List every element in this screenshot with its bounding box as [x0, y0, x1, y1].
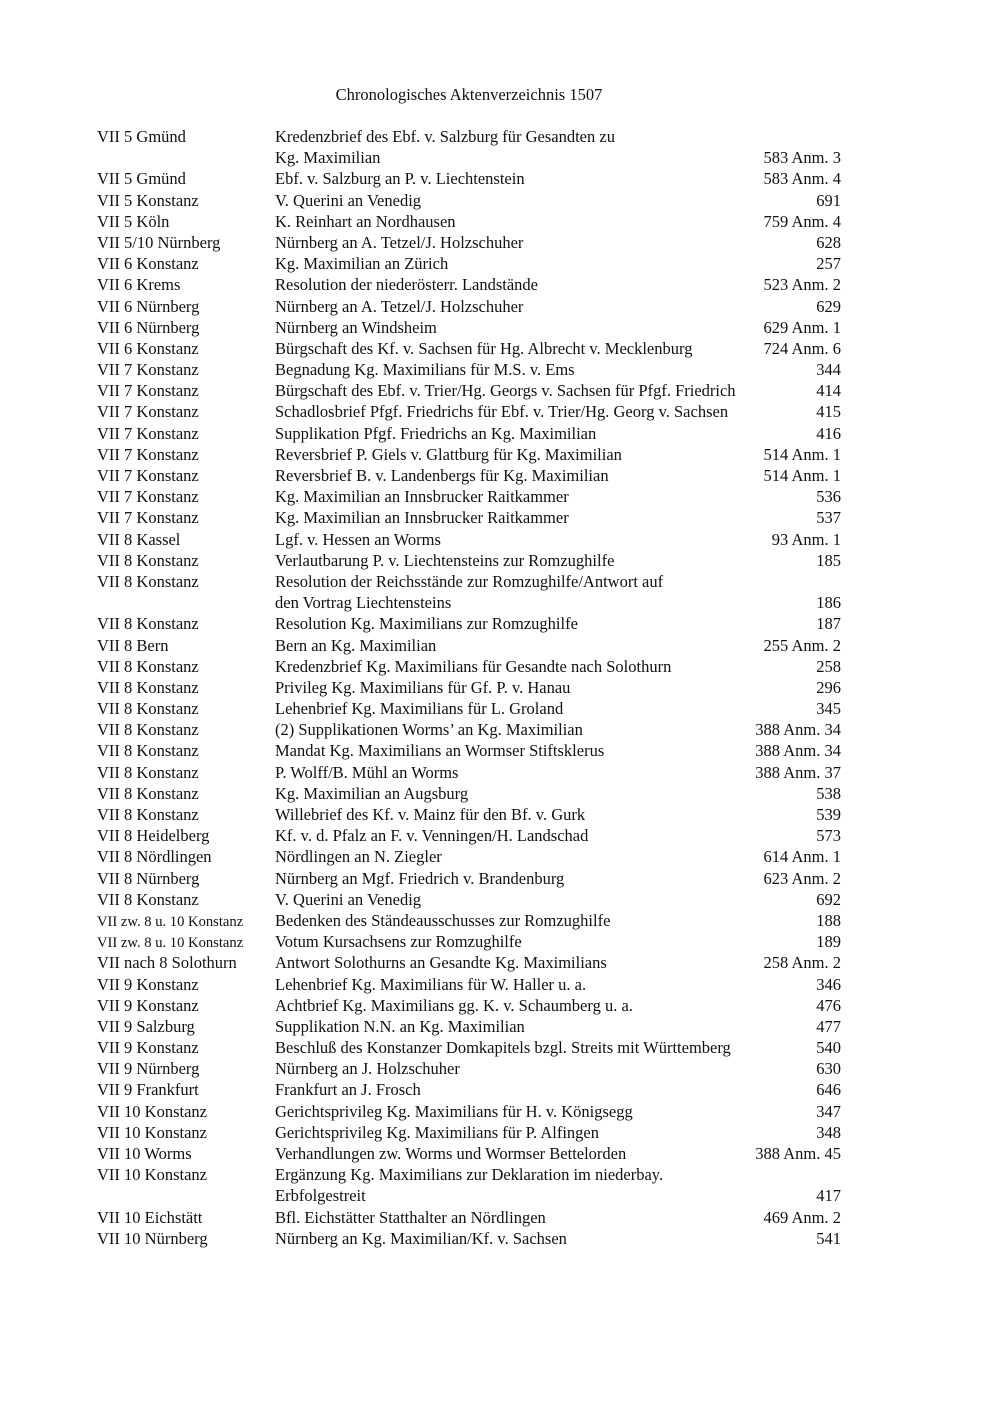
entry-reference: 523 Anm. 2 [763, 275, 841, 295]
entry [97, 1164, 841, 1206]
entry-text: Votum Kursachsens zur Romzughilfe [275, 932, 522, 952]
entry-line [97, 592, 841, 613]
entry-date: VII 7 Konstanz [97, 381, 199, 401]
entry-date: VII 9 Frankfurt [97, 1080, 199, 1100]
entry-text: Kg. Maximilian an Zürich [275, 254, 449, 274]
entry-line [97, 423, 841, 444]
entry-date: VII 6 Konstanz [97, 254, 199, 274]
entry-text: Schadlosbrief Pfgf. Friedrichs für Ebf. v. Trier/Hg. Georg v. Sachsen [275, 402, 729, 422]
entry-line [97, 126, 841, 147]
entry-date: VII 10 Eichstätt [97, 1207, 203, 1227]
entry-date: VII 8 Konstanz [97, 656, 199, 676]
entry-date: VII 8 Konstanz [97, 699, 199, 719]
entry-text: Verlautbarung P. v. Liechtensteins zur Romzughilfe [275, 550, 615, 570]
entry-reference: 691 [816, 190, 841, 210]
entry [97, 444, 841, 465]
entry-text: Kg. Maximilian [275, 148, 381, 168]
entry-reference: 296 [816, 677, 841, 697]
entry [97, 1016, 841, 1037]
entry-line [97, 1185, 841, 1206]
entry-text: Gerichtsprivileg Kg. Maximilians für H. v. Königsegg [275, 1101, 633, 1121]
entry-date: VII 5/10 Nürnberg [97, 232, 221, 252]
entry-text: Bern an Kg. Maximilian [275, 635, 437, 655]
entry-text: Bürgschaft des Ebf. v. Trier/Hg. Georgs v. Sachsen für Pfgf. Friedrich [275, 381, 736, 401]
entry-date: VII 10 Konstanz [97, 1101, 207, 1121]
entry-line [97, 995, 841, 1016]
entry-line [97, 529, 841, 550]
entry-reference: 514 Anm. 1 [763, 444, 841, 464]
entry-line [97, 783, 841, 804]
entry-date: VII 8 Heidelberg [97, 826, 210, 846]
entry-date: VII 8 Konstanz [97, 762, 199, 782]
entry-reference: 189 [816, 932, 841, 952]
entry-text: Frankfurt an J. Frosch [275, 1080, 421, 1100]
entry-line [97, 868, 841, 889]
entry-date: VII 7 Konstanz [97, 508, 199, 528]
entry-text: Beschluß des Konstanzer Domkapitels bzgl. Streits mit Württemberg [275, 1038, 731, 1058]
entry-text: Begnadung Kg. Maximilians für M.S. v. Ems [275, 360, 575, 380]
entry [97, 1058, 841, 1079]
entry-reference: 388 Anm. 34 [755, 720, 841, 740]
entry-text: Mandat Kg. Maximilians an Wormser Stiftsklerus [275, 741, 605, 761]
entry [97, 317, 841, 338]
entry [97, 1037, 841, 1058]
entry-line [97, 444, 841, 465]
entry-date: VII 8 Kassel [97, 529, 181, 549]
entry-line [97, 889, 841, 910]
entry-reference: 187 [816, 614, 841, 634]
entry-text: Kg. Maximilian an Augsburg [275, 783, 469, 803]
entry-line [97, 677, 841, 698]
entry [97, 1228, 841, 1249]
entry-date: VII 8 Konstanz [97, 889, 199, 909]
entry [97, 401, 841, 422]
entry-reference: 629 Anm. 1 [763, 317, 841, 337]
entry-text: V. Querini an Venedig [275, 889, 422, 909]
entry-date: VII 7 Konstanz [97, 423, 199, 443]
entry [97, 868, 841, 889]
entry-date: VII zw. 8 u. 10 Konstanz [97, 913, 244, 930]
entry [97, 232, 841, 253]
entry-line [97, 698, 841, 719]
entry-text: Willebrief des Kf. v. Mainz für den Bf. v. Gurk [275, 805, 586, 824]
entry [97, 952, 841, 973]
entry-line [97, 825, 841, 846]
entry-text: Lehenbrief Kg. Maximilians für W. Haller u. a. [275, 974, 587, 994]
entry [97, 677, 841, 698]
entry-line [97, 1079, 841, 1100]
entry-text: Bürgschaft des Kf. v. Sachsen für Hg. Albrecht v. Mecklenburg [275, 338, 693, 358]
entry-line [97, 550, 841, 571]
entry [97, 211, 841, 232]
entry-reference: 346 [816, 974, 841, 994]
entry [97, 465, 841, 486]
entry-date: VII 8 Konstanz [97, 720, 199, 740]
entry-reference: 539 [816, 805, 841, 824]
entry-text: Lehenbrief Kg. Maximilians für L. Groland [275, 699, 564, 719]
entry-line [97, 1016, 841, 1037]
entry [97, 846, 841, 867]
entry-text: Erbfolgestreit [275, 1186, 366, 1206]
entry-reference: 628 [816, 232, 841, 252]
entry-text: Antwort Solothurns an Gesandte Kg. Maximilians [275, 953, 607, 973]
entry-date: VII 6 Nürnberg [97, 317, 200, 337]
entry-reference: 630 [816, 1059, 841, 1079]
entry [97, 380, 841, 401]
entry [97, 1079, 841, 1100]
entry-line [97, 190, 841, 211]
entry-date: VII 8 Konstanz [97, 741, 199, 761]
entry-text: Ergänzung Kg. Maximilians zur Deklaration im niederbay. [275, 1165, 664, 1185]
entry-text: Kg. Maximilian an Innsbrucker Raitkammer [275, 508, 569, 528]
entry-reference: 257 [816, 254, 841, 274]
entry-line [97, 1143, 841, 1164]
entry-line [97, 486, 841, 507]
entry-line [97, 656, 841, 677]
entry-line [97, 804, 841, 825]
entry [97, 423, 841, 444]
entry-text: den Vortrag Liechtensteins [275, 593, 452, 613]
entry-text: Kredenzbrief Kg. Maximilians für Gesandte nach Solothurn [275, 656, 672, 676]
entry-date: VII 6 Krems [97, 275, 181, 295]
entry-reference: 255 Anm. 2 [763, 635, 841, 655]
entry-text: Kredenzbrief des Ebf. v. Salzburg für Gesandten zu [275, 127, 615, 146]
entry-reference: 759 Anm. 4 [763, 211, 841, 231]
entry-date: VII 10 Worms [97, 1144, 192, 1163]
entry [97, 910, 841, 931]
entry-date: VII 5 Konstanz [97, 190, 199, 210]
entry-line [97, 380, 841, 401]
entry [97, 762, 841, 783]
entry-reference: 388 Anm. 37 [755, 762, 841, 782]
entry-reference: 416 [816, 423, 841, 443]
entry-date: VII 8 Konstanz [97, 571, 199, 591]
entry-reference: 186 [816, 593, 841, 613]
entry-date: VII 7 Konstanz [97, 487, 199, 507]
entry-line [97, 1228, 841, 1249]
entry-reference: 646 [816, 1080, 841, 1100]
entry-text: Lgf. v. Hessen an Worms [275, 529, 441, 549]
entry-reference: 614 Anm. 1 [763, 847, 841, 867]
entry [97, 719, 841, 740]
entry-date: VII 8 Konstanz [97, 805, 199, 824]
entry-text: Kf. v. d. Pfalz an F. v. Venningen/H. Landschad [275, 826, 589, 846]
entry-reference: 514 Anm. 1 [763, 466, 841, 485]
entry-text: Nürnberg an Mgf. Friedrich v. Brandenburg [275, 868, 565, 888]
entry-reference: 258 [816, 656, 841, 676]
entry-date: VII 9 Nürnberg [97, 1059, 200, 1079]
entry [97, 253, 841, 274]
entry-reference: 541 [816, 1228, 841, 1248]
entry-line [97, 253, 841, 274]
entry-date: VII 8 Nürnberg [97, 868, 200, 888]
entry-text: Bedenken des Ständeausschusses zur Romzughilfe [275, 910, 611, 930]
entry-reference: 692 [816, 889, 841, 909]
entry-line [97, 952, 841, 973]
entry [97, 529, 841, 550]
entry-text: Reversbrief P. Giels v. Glattburg für Kg. Maximilian [275, 444, 622, 464]
entry [97, 338, 841, 359]
entry-reference: 258 Anm. 2 [763, 953, 841, 973]
entry-date: VII 7 Konstanz [97, 466, 199, 485]
entry-text: Privileg Kg. Maximilians für Gf. P. v. Hanau [275, 677, 571, 697]
entry-line [97, 147, 841, 168]
entry-line [97, 232, 841, 253]
entry-line [97, 317, 841, 338]
entry-text: Resolution der Reichsstände zur Romzughilfe/Antwort auf [275, 571, 664, 591]
entry [97, 1101, 841, 1122]
entry-date: VII 8 Konstanz [97, 550, 199, 570]
entry-line [97, 910, 841, 931]
entry [97, 783, 841, 804]
entry-date: VII 8 Bern [97, 635, 169, 655]
entry-date: VII 9 Konstanz [97, 974, 199, 994]
entry-line [97, 719, 841, 740]
entry-date: VII 10 Nürnberg [97, 1228, 208, 1248]
entry [97, 995, 841, 1016]
entry-text: Supplikation N.N. an Kg. Maximilian [275, 1016, 525, 1036]
entry-line [97, 168, 841, 189]
entry-reference: 623 Anm. 2 [763, 868, 841, 888]
entry-text: Reversbrief B. v. Landenbergs für Kg. Maximilian [275, 466, 609, 485]
entry-line [97, 974, 841, 995]
entry-line [97, 465, 841, 486]
entry [97, 190, 841, 211]
entry-line [97, 401, 841, 422]
entry-reference: 724 Anm. 6 [763, 338, 841, 358]
entry-reference: 388 Anm. 34 [755, 741, 841, 761]
entry-line [97, 1164, 841, 1185]
entry-line [97, 571, 841, 592]
entry-line [97, 1037, 841, 1058]
entry-text: Nürnberg an J. Holzschuher [275, 1059, 460, 1079]
entry-line [97, 274, 841, 295]
entry [97, 804, 841, 825]
entry [97, 274, 841, 295]
entry-reference: 573 [816, 826, 841, 846]
entry-reference: 185 [816, 550, 841, 570]
entry-date: VII 9 Konstanz [97, 1038, 199, 1058]
entry-line [97, 1101, 841, 1122]
entry-line [97, 1058, 841, 1079]
entry [97, 507, 841, 528]
entry-reference: 583 Anm. 4 [763, 169, 841, 189]
entry-text: Achtbrief Kg. Maximilians gg. K. v. Schaumberg u. a. [275, 995, 633, 1015]
entry-reference: 347 [816, 1101, 841, 1121]
entry-reference: 583 Anm. 3 [763, 148, 841, 168]
entry-line [97, 1122, 841, 1143]
entry [97, 126, 841, 168]
entry-reference: 188 [816, 910, 841, 930]
entry-date: VII 10 Konstanz [97, 1122, 207, 1142]
entry [97, 571, 841, 613]
entry [97, 698, 841, 719]
entry-reference: 93 Anm. 1 [771, 529, 841, 549]
entry-reference: 348 [816, 1122, 841, 1142]
entry-text: Ebf. v. Salzburg an P. v. Liechtenstein [275, 169, 525, 189]
entry-date: VII 7 Konstanz [97, 444, 199, 464]
entry-text: Nürnberg an A. Tetzel/J. Holzschuher [275, 232, 524, 252]
entry-text: P. Wolff/B. Mühl an Worms [275, 762, 459, 782]
entry-line [97, 931, 841, 952]
entry [97, 168, 841, 189]
entry-date: VII 7 Konstanz [97, 360, 199, 380]
entry-date: VII 8 Konstanz [97, 677, 199, 697]
entry-line [97, 507, 841, 528]
entry [97, 1143, 841, 1164]
entry-text: Resolution der niederösterr. Landstände [275, 275, 539, 295]
entry-reference: 345 [816, 699, 841, 719]
entry-line [97, 762, 841, 783]
entry [97, 825, 841, 846]
entry-date: VII 9 Konstanz [97, 995, 199, 1015]
entry-text: Nürnberg an Kg. Maximilian/Kf. v. Sachsen [275, 1228, 567, 1248]
entry [97, 296, 841, 317]
entry-date: VII 6 Konstanz [97, 338, 199, 358]
entry-line [97, 740, 841, 761]
entry-line [97, 613, 841, 634]
entry [97, 486, 841, 507]
entry-text: V. Querini an Venedig [275, 190, 422, 210]
page-header: Chronologisches Aktenverzeichnis 1507 [335, 85, 603, 104]
entry-text: Nürnberg an Windsheim [275, 317, 437, 337]
entry-line [97, 359, 841, 380]
entry-line [97, 338, 841, 359]
entry-date: VII zw. 8 u. 10 Konstanz [97, 935, 244, 952]
entry [97, 359, 841, 380]
entry-reference: 477 [816, 1016, 841, 1036]
entry-date: VII 6 Nürnberg [97, 296, 200, 316]
entry [97, 740, 841, 761]
entry-date: VII 10 Konstanz [97, 1165, 207, 1185]
entry [97, 656, 841, 677]
entry-text: Kg. Maximilian an Innsbrucker Raitkammer [275, 487, 569, 507]
entry-reference: 476 [816, 995, 841, 1015]
entry [97, 931, 841, 952]
entry-text: Supplikation Pfgf. Friedrichs an Kg. Maximilian [275, 423, 597, 443]
entry [97, 1207, 841, 1228]
entry-list [97, 126, 841, 1249]
entry-reference: 538 [816, 783, 841, 803]
entry [97, 974, 841, 995]
entry-reference: 537 [816, 508, 841, 528]
entry-date: VII 5 Gmünd [97, 127, 186, 146]
entry-date: VII 8 Konstanz [97, 614, 199, 634]
entry-text: Nürnberg an A. Tetzel/J. Holzschuher [275, 296, 524, 316]
entry-reference: 415 [816, 402, 841, 422]
entry-line [97, 846, 841, 867]
entry-text: Bfl. Eichstätter Statthalter an Nördlingen [275, 1207, 546, 1227]
entry-text: (2) Supplikationen Worms’ an Kg. Maximilian [275, 720, 583, 740]
entry-date: VII nach 8 Solothurn [97, 953, 237, 973]
entry [97, 635, 841, 656]
entry-date: VII 8 Nördlingen [97, 847, 212, 867]
entry-line [97, 635, 841, 656]
entry-text: Nördlingen an N. Ziegler [275, 847, 442, 867]
entry-date: VII 8 Konstanz [97, 783, 199, 803]
entry [97, 613, 841, 634]
entry-line [97, 211, 841, 232]
entry-text: Resolution Kg. Maximilians zur Romzughilfe [275, 614, 578, 634]
entry-date: VII 5 Gmünd [97, 169, 186, 189]
entry [97, 550, 841, 571]
entry-reference: 469 Anm. 2 [763, 1207, 841, 1227]
entry-date: VII 9 Salzburg [97, 1016, 195, 1036]
entry-date: VII 7 Konstanz [97, 402, 199, 422]
entry-text: Gerichtsprivileg Kg. Maximilians für P. Alfingen [275, 1122, 599, 1142]
entry-reference: 540 [816, 1038, 841, 1058]
entry-text: K. Reinhart an Nordhausen [275, 211, 456, 231]
entry [97, 1122, 841, 1143]
entry-reference: 344 [816, 360, 841, 380]
entry [97, 889, 841, 910]
entry-reference: 417 [816, 1186, 841, 1206]
entry-reference: 388 Anm. 45 [755, 1144, 841, 1163]
entry-reference: 629 [816, 296, 841, 316]
entry-line [97, 1207, 841, 1228]
entry-date: VII 5 Köln [97, 211, 170, 231]
entry-line [97, 296, 841, 317]
entry-text: Verhandlungen zw. Worms und Wormser Bettelorden [275, 1144, 627, 1163]
entry-reference: 536 [816, 487, 841, 507]
entry-reference: 414 [816, 381, 841, 401]
